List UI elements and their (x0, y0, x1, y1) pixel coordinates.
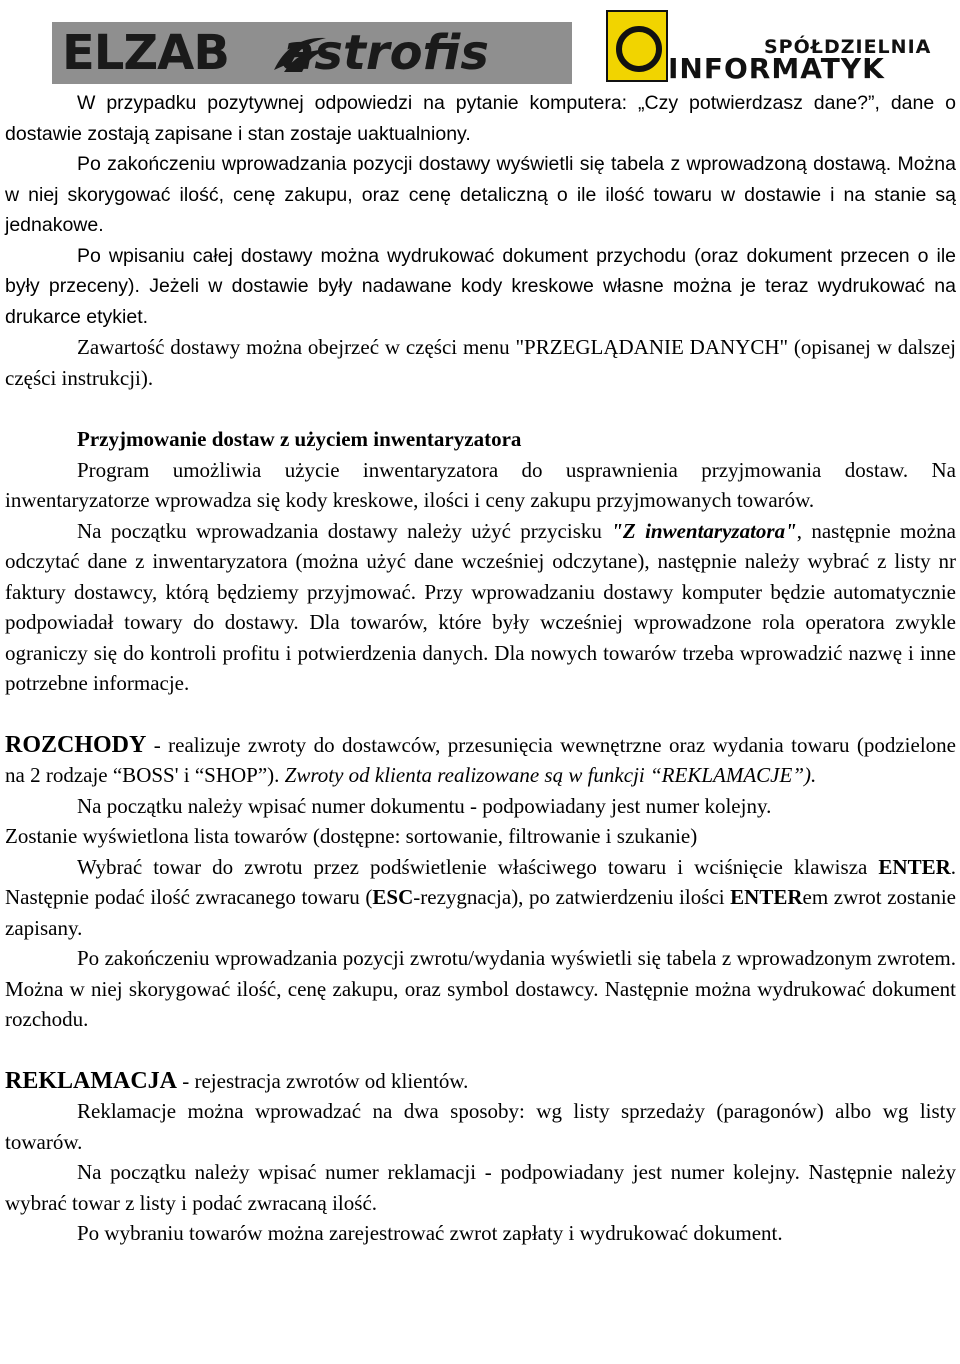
paragraph-rozchody-number: Na początku należy wpisać numer dokumentu - podpowiadany jest numer kolejny. (77, 793, 772, 818)
paragraph-reklamacja-intro: REKLAMACJA - rejestracja zwrotów od klientów. (5, 1067, 469, 1094)
logo-gastrofis-text: astrofis (282, 25, 489, 81)
informatyk-logo (606, 8, 932, 88)
informatyk-emblem-icon (606, 10, 668, 82)
document-body (5, 88, 956, 1249)
logo-informatyk-text: INFORMATYK (668, 52, 885, 85)
elzab-gastrofis-logo (52, 22, 572, 84)
paragraph-inventory-usage: Na początku wprowadzania dostawy należy użyć przycisku "Z inwentaryzatora", następnie można odczytać dane z inwentaryzatora (można użyć dane wcześniej odczytane), następnie należy wybrać z listy nr faktury dostawcy, którą będziemy przyjmować. Przy wprowadzaniu dostawy komputer będzie automatycznie podpowiadał towary do dostawy. Dla towarów, które były wcześniej wprowadzone rola operatora zwykle ograniczy się do kontroli profitu i potwierdzenia danych. Dla nowych towarów trzeba wprowadzić nazwę i inne potrzebne informacje. (5, 518, 956, 695)
paragraph-confirm: W przypadku pozytywnej odpowiedzi na pytanie komputera: „Czy potwierdzasz dane?”, dane o dostawie zostają zapisane i stan zostaje uaktualniony. (5, 92, 956, 145)
paragraph-reklamacja-number: Na początku należy wpisać numer reklamacji - podpowiadany jest numer kolejny. Następnie należy wybrać towar z listy i podać zwracaną ilość. (5, 1160, 956, 1215)
paragraph-rozchody-select: Wybrać towar do zwrotu przez podświetlenie właściwego towaru i wciśnięcie klawisza ENTER. Następnie podać ilość zwracanego towaru (ESC-rezygnacja), po zatwierdzeniu ilości ENTERem zwrot zostanie zapisany. (5, 854, 956, 940)
paragraph-reklamacja-finish: Po wybraniu towarów można zarejestrować zwrot zapłaty i wydrukować dokument. (77, 1221, 783, 1245)
paragraph-rozchody-intro: ROZCHODY - realizuje zwroty do dostawców, przesunięcia wewnętrzne oraz wydania towaru (podzielone na 2 rodzaje “BOSS' i “SHOP”). Zwroty od klienta realizowane są w funkcji “REKLAMACJE”). (5, 731, 956, 787)
paragraph-rozchody-list: Zostanie wyświetlona lista towarów (dostępne: sortowanie, filtrowanie i szukanie) (5, 824, 698, 848)
paragraph-rozchody-finish: Po zakończeniu wprowadzania pozycji zwrotu/wydania wyświetli się tabela z wprowadzonym zwrotem. Można w niej skorygować ilość, cenę zakupu, oraz symbol dostawcy. Następnie można wydrukować dokument rozchodu. (5, 946, 956, 1031)
paragraph-inventory-intro: Program umożliwia użycie inwentaryzatora do usprawnienia przyjmowania dostaw. Na inwentaryzatorze wprowadza się kody kreskowe, ilości i ceny zakupu przyjmowanych towarów. (5, 457, 956, 512)
section-title-rozchody: ROZCHODY (5, 731, 147, 758)
section-title-reklamacja: REKLAMACJA (5, 1067, 177, 1094)
paragraph-delivery-table: Po zakończeniu wprowadzania pozycji dostawy wyświetli się tabela z wprowadzoną dostawą. Można w niej skorygować ilość, cenę zakupu, oraz cenę detaliczną o ile ilość towaru w dostawie i na stanie są jednakowe. (5, 153, 956, 236)
inventory-button-name: "Z inwentaryzatora" (611, 518, 797, 543)
page-header (0, 0, 960, 88)
logo-spoldzielnia-text: SPÓŁDZIELNIA (764, 36, 932, 58)
section-title-inventory: Przyjmowanie dostaw z użyciem inwentaryzatora (77, 427, 522, 451)
logo-elzab-text: ELZAB (62, 25, 229, 81)
paragraph-view-delivery: Zawartość dostawy można obejrzeć w części menu "PRZEGLĄDANIE DANYCH" (opisanej w dalszej części instrukcji). (5, 335, 956, 390)
paragraph-reklamacja-methods: Reklamacje można wprowadzać na dwa sposoby: wg listy sprzedaży (paragonów) albo wg listy towarów. (5, 1099, 956, 1154)
paragraph-print-documents: Po wpisaniu całej dostawy można wydrukować dokument przychodu (oraz dokument przecen o ile były przeceny). Jeżeli w dostawie były nadawane kody kreskowe własne można je teraz wydrukować na drukarce etykiet. (5, 244, 956, 328)
